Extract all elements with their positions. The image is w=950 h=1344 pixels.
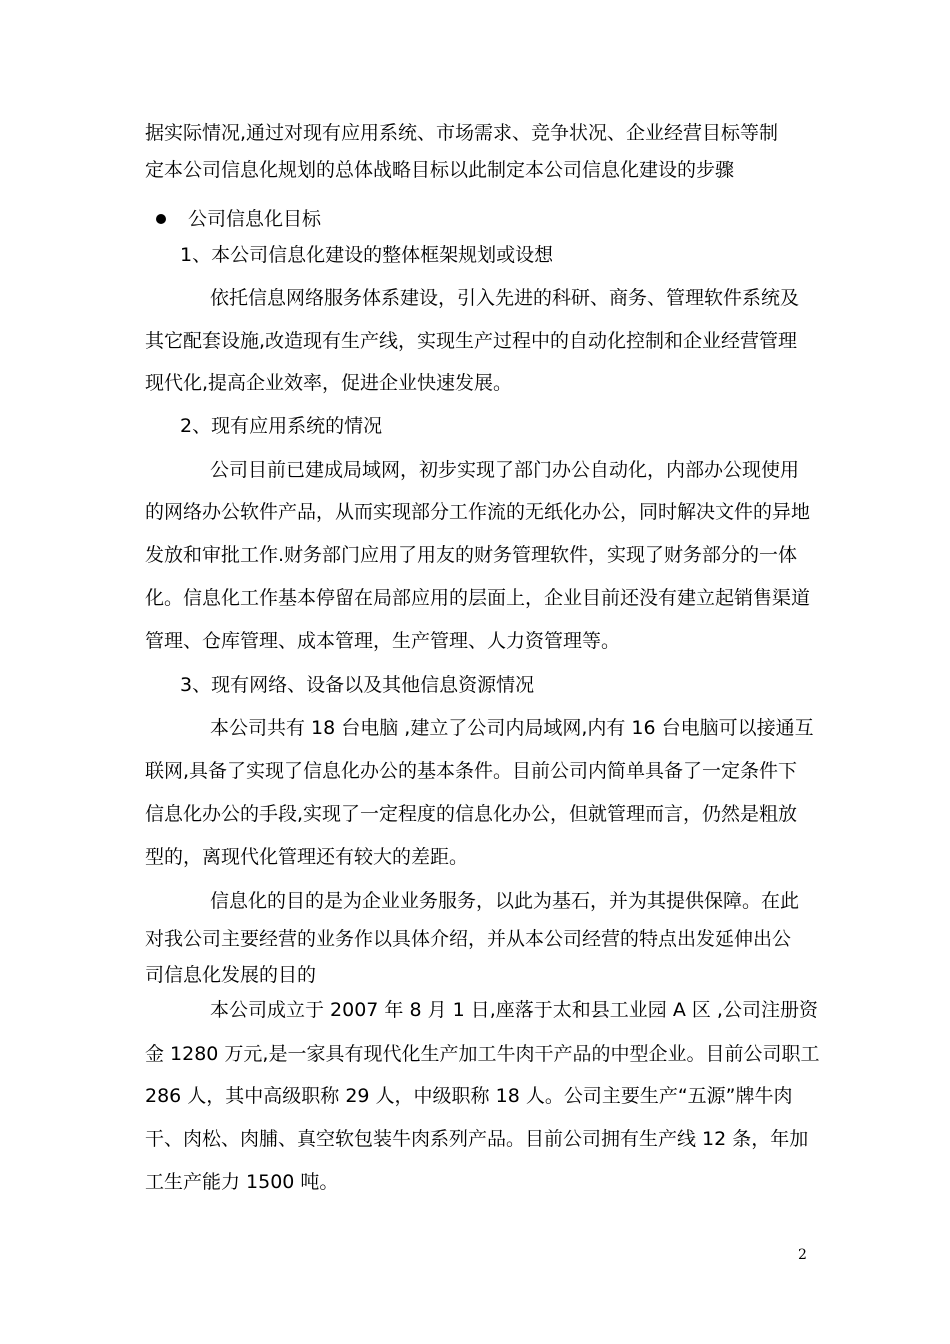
- paragraph-line: 其它配套设施,改造现有生产线，实现生产过程中的自动化控制和企业经营管理: [145, 330, 798, 352]
- paragraph-line: 金 1280 万元,是一家具有现代化生产加工牛肉干产品的中型企业。目前公司职工: [145, 1043, 820, 1065]
- paragraph-line: 联网,具备了实现了信息化办公的基本条件。目前公司内简单具备了一定条件下: [145, 760, 798, 782]
- paragraph-line: 型的，离现代化管理还有较大的差距。: [145, 846, 469, 868]
- paragraph-line: 本公司成立于 2007 年 8 月 1 日,座落于太和县工业园 A 区 ,公司注册资: [210, 999, 818, 1021]
- bullet-icon: [156, 214, 166, 224]
- paragraph-line: 依托信息网络服务体系建设，引入先进的科研、商务、管理软件系统及: [210, 287, 800, 309]
- subsection-heading: 1、本公司信息化建设的整体框架规划或设想: [180, 244, 554, 266]
- paragraph-line: 发放和审批工作.财务部门应用了用友的财务管理软件，实现了财务部分的一体: [145, 544, 798, 566]
- paragraph-line: 对我公司主要经营的业务作以具体介绍，并从本公司经营的特点出发延伸出公: [145, 928, 792, 950]
- paragraph-line: 本公司共有 18 台电脑 ,建立了公司内局域网,内有 16 台电脑可以接通互: [210, 717, 814, 739]
- paragraph-line: 信息化的目的是为企业业务服务，以此为基石，并为其提供保障。在此: [210, 890, 800, 912]
- subsection-heading: 3、现有网络、设备以及其他信息资源情况: [180, 674, 535, 696]
- paragraph-line: 化。信息化工作基本停留在局部应用的层面上，企业目前还没有建立起销售渠道: [145, 587, 811, 609]
- paragraph-line: 定本公司信息化规划的总体战略目标以此制定本公司信息化建设的步骤: [145, 159, 735, 181]
- paragraph-line: 司信息化发展的目的: [145, 964, 317, 986]
- section-heading: 公司信息化目标: [188, 208, 322, 230]
- paragraph-line: 管理、仓库管理、成本管理，生产管理、人力资管理等。: [145, 630, 621, 652]
- page-number: 2: [798, 1247, 807, 1263]
- paragraph-line: 据实际情况,通过对现有应用系统、市场需求、竞争状况、企业经营目标等制: [145, 122, 779, 144]
- paragraph-line: 现代化,提高企业效率，促进企业快速发展。: [145, 372, 513, 394]
- paragraph-line: 信息化办公的手段,实现了一定程度的信息化办公，但就管理而言，仍然是粗放: [145, 803, 798, 825]
- paragraph-line: 干、肉松、肉脯、真空软包装牛肉系列产品。目前公司拥有生产线 12 条，年加: [145, 1128, 809, 1150]
- paragraph-line: 的网络办公软件产品，从而实现部分工作流的无纸化办公，同时解决文件的异地: [145, 501, 811, 523]
- paragraph-line: 公司目前已建成局域网，初步实现了部门办公自动化，内部办公现使用: [210, 459, 800, 481]
- paragraph-line: 工生产能力 1500 吨。: [145, 1171, 339, 1193]
- paragraph-line: 286 人，其中高级职称 29 人，中级职称 18 人。公司主要生产“五源”牌牛肉: [145, 1085, 793, 1107]
- subsection-heading: 2、现有应用系统的情况: [180, 415, 383, 437]
